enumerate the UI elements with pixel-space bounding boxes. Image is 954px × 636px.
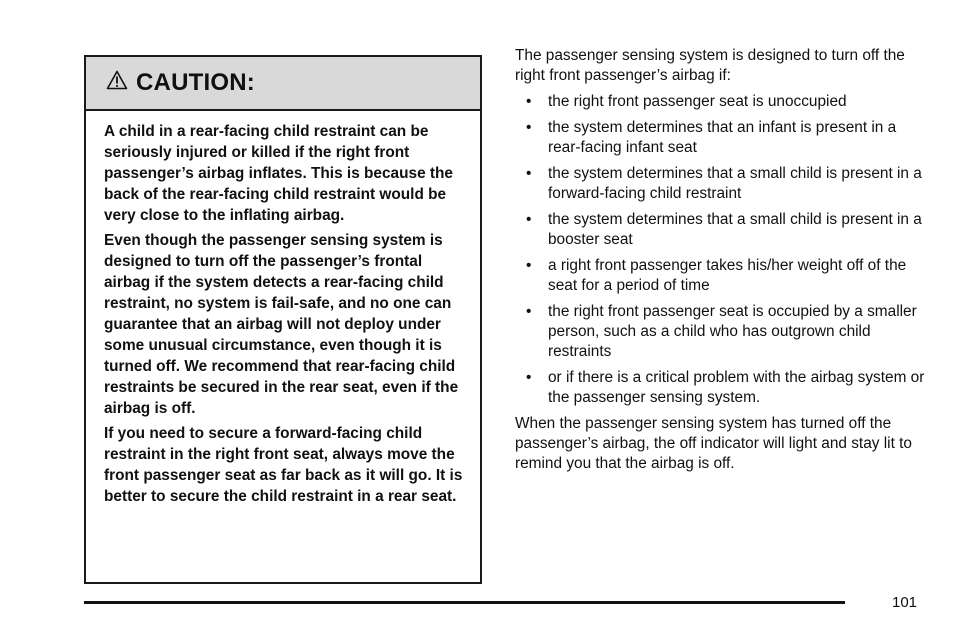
list-item: • the system determines that an infant is present in a rear-facing infant seat (515, 118, 925, 158)
caution-box (84, 55, 482, 584)
caution-title: CAUTION: (136, 69, 255, 96)
list-item: • a right front passenger takes his/her weight off of the seat for a period of time (515, 256, 925, 296)
caution-paragraph: If you need to secure a forward-facing child restraint in the right front seat, always move the front passenger seat as far back as it will go. It is better to secure the child restraint in a rear seat. (104, 425, 463, 505)
list-item: • the right front passenger seat is unoccupied (515, 92, 925, 112)
list-item: • the right front passenger seat is occupied by a smaller person, such as a child who has outgrown child restraints (515, 302, 925, 362)
caution-paragraph: Even though the passenger sensing system is designed to turn off the passenger’s frontal airbag if the system detects a rear-facing child restraint, no system is fail-safe, and no one can guarantee that an airbag will not deploy under some unusual circumstance, even though it is turned off. We recommend that rear-facing child restraints be secured in the rear seat, even if the airbag is off. (104, 232, 459, 417)
warning-triangle-icon (106, 70, 128, 90)
caution-paragraph: A child in a rear-facing child restraint can be seriously injured or killed if the right front passenger’s airbag inflates. This is because the back of the rear-facing child restraint would be very close to the inflating airbag. (104, 123, 453, 224)
page-number: 101 (892, 594, 918, 611)
list-item: • the system determines that a small child is present in a forward-facing child restraint (515, 164, 925, 204)
footer-rule (84, 601, 845, 604)
intro-paragraph: The passenger sensing system is designed to turn off the right front passenger’s airbag if: (515, 47, 905, 84)
list-item: • or if there is a critical problem with the airbag system or the passenger sensing system. (515, 368, 925, 408)
caution-body (86, 111, 480, 507)
list-item: • the system determines that a small child is present in a booster seat (515, 210, 925, 250)
right-column (515, 46, 925, 474)
closing-paragraph: When the passenger sensing system has turned off the passenger’s airbag, the off indicator will light and stay lit to remind you that the airbag is off. (515, 415, 912, 472)
caution-header (86, 57, 480, 111)
condition-list (515, 92, 925, 408)
